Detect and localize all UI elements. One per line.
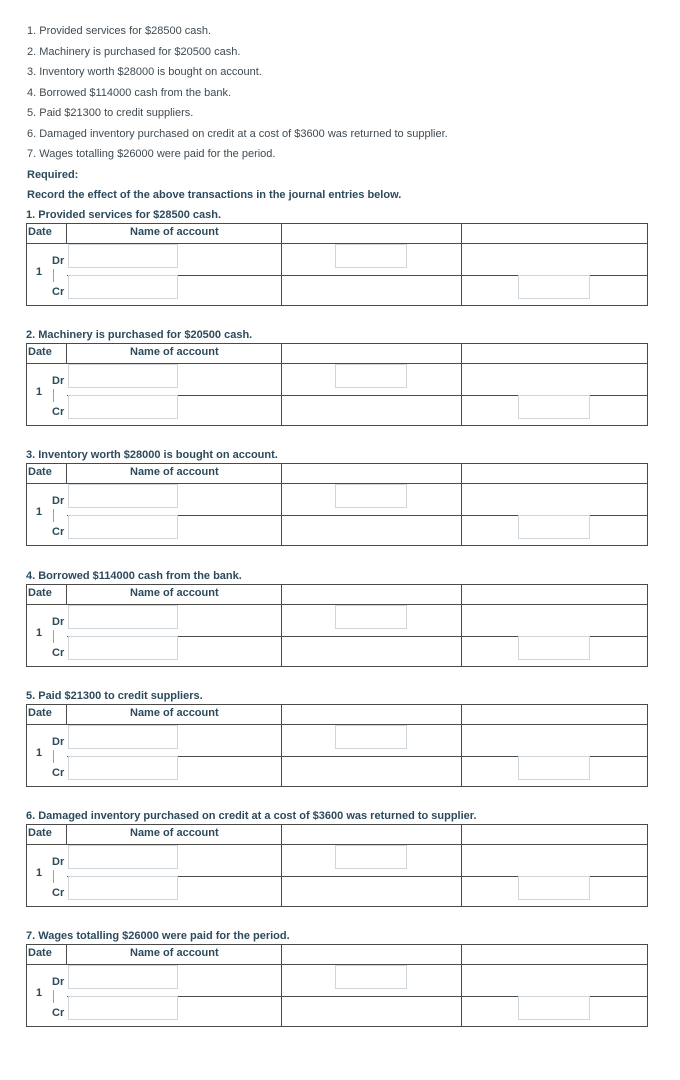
journal-title: 1. Provided services for $28500 cash. — [26, 209, 222, 221]
debit-account-input[interactable] — [68, 845, 178, 869]
entry-number: 1 — [36, 627, 43, 639]
journal-title: 5. Paid $21300 to credit suppliers. — [26, 690, 203, 702]
journal-header-row — [27, 344, 647, 364]
credit-label: Cr — [52, 887, 65, 899]
entry-number: 1 — [36, 266, 43, 278]
debit-amount-input[interactable] — [335, 725, 407, 749]
column-divider — [461, 825, 462, 906]
entry-number: 1 — [36, 867, 43, 879]
credit-account-input[interactable] — [68, 275, 178, 299]
credit-amount-input[interactable] — [518, 636, 590, 660]
instruction-text: Record the effect of the above transactions in the journal entries below. — [27, 189, 402, 201]
journal-header-row — [27, 705, 647, 725]
date-header: Date — [28, 226, 52, 238]
debit-account-input[interactable] — [68, 484, 178, 508]
credit-account-input[interactable] — [68, 756, 178, 780]
journal-title: 2. Machinery is purchased for $20500 cash. — [26, 329, 253, 341]
column-divider — [281, 224, 282, 305]
entry-number: 1 — [36, 987, 43, 999]
column-divider — [461, 945, 462, 1026]
journal-header-row — [27, 945, 647, 965]
account-name-header: Name of account — [130, 466, 219, 478]
account-name-header: Name of account — [130, 947, 219, 959]
credit-label: Cr — [52, 286, 65, 298]
debit-label: Dr — [52, 736, 65, 748]
debit-account-input[interactable] — [68, 244, 178, 268]
credit-account-input[interactable] — [68, 996, 178, 1020]
date-header: Date — [28, 346, 52, 358]
transaction-item: 1. Provided services for $28500 cash. — [27, 25, 212, 37]
credit-label: Cr — [52, 406, 65, 418]
transaction-item: 4. Borrowed $114000 cash from the bank. — [27, 86, 232, 99]
journal-title: 3. Inventory worth $28000 is bought on account. — [26, 449, 278, 461]
account-name-header: Name of account — [130, 346, 219, 358]
journal-header-row — [27, 464, 647, 484]
debit-account-input[interactable] — [68, 605, 178, 629]
debit-label: Dr — [52, 255, 65, 267]
column-divider — [281, 705, 282, 786]
column-divider — [461, 344, 462, 425]
column-divider — [461, 224, 462, 305]
debit-account-input[interactable] — [68, 725, 178, 749]
column-divider — [281, 464, 282, 545]
journal-table — [26, 704, 648, 787]
credit-amount-input[interactable] — [518, 756, 590, 780]
journal-title: 7. Wages totalling $26000 were paid for the period. — [26, 930, 290, 942]
debit-account-input[interactable] — [68, 965, 178, 989]
debit-amount-input[interactable] — [335, 244, 407, 268]
transaction-list — [27, 24, 667, 209]
transaction-item: 7. Wages totalling $26000 were paid for the period. — [27, 148, 276, 160]
column-divider — [66, 825, 67, 844]
journal-title: 6. Damaged inventory purchased on credit at a cost of $3600 was returned to supplier. — [26, 810, 477, 822]
credit-label: Cr — [52, 526, 65, 538]
journal-table — [26, 944, 648, 1027]
journal-header-row — [27, 224, 647, 244]
journal-table — [26, 584, 648, 667]
account-name-header: Name of account — [130, 226, 219, 238]
debit-account-input[interactable] — [68, 364, 178, 388]
account-name-header: Name of account — [130, 827, 219, 839]
debit-amount-input[interactable] — [335, 965, 407, 989]
transaction-item: 6. Damaged inventory purchased on credit at a cost of $3600 was returned to supplier. — [27, 127, 448, 140]
credit-amount-input[interactable] — [518, 996, 590, 1020]
journal-table — [26, 223, 648, 306]
column-divider — [281, 344, 282, 425]
transaction-item: 5. Paid $21300 to credit suppliers. — [27, 107, 194, 119]
column-divider — [281, 825, 282, 906]
column-divider — [66, 945, 67, 964]
debit-amount-input[interactable] — [335, 605, 407, 629]
debit-label: Dr — [52, 375, 65, 387]
credit-amount-input[interactable] — [518, 395, 590, 419]
journal-table — [26, 463, 648, 546]
debit-amount-input[interactable] — [335, 484, 407, 508]
credit-account-input[interactable] — [68, 395, 178, 419]
column-divider — [66, 224, 67, 243]
debit-label: Dr — [52, 616, 65, 628]
column-divider — [66, 585, 67, 604]
credit-amount-input[interactable] — [518, 876, 590, 900]
transaction-item: 3. Inventory worth $28000 is bought on account. — [27, 66, 262, 78]
account-name-header: Name of account — [130, 707, 219, 719]
journal-header-row — [27, 825, 647, 845]
entry-number: 1 — [36, 386, 43, 398]
account-name-header: Name of account — [130, 587, 219, 599]
credit-label: Cr — [52, 1007, 65, 1019]
debit-label: Dr — [52, 495, 65, 507]
entry-number: 1 — [36, 506, 43, 518]
date-header: Date — [28, 827, 52, 839]
required-heading: Required: — [27, 168, 79, 181]
column-divider — [66, 464, 67, 483]
journal-table — [26, 824, 648, 907]
column-divider — [461, 705, 462, 786]
journal-header-row — [27, 585, 647, 605]
column-divider — [461, 585, 462, 666]
credit-amount-input[interactable] — [518, 515, 590, 539]
debit-amount-input[interactable] — [335, 364, 407, 388]
journal-title: 4. Borrowed $114000 cash from the bank. — [26, 570, 242, 582]
credit-account-input[interactable] — [68, 636, 178, 660]
entry-number: 1 — [36, 747, 43, 759]
credit-account-input[interactable] — [68, 876, 178, 900]
column-divider — [281, 585, 282, 666]
credit-label: Cr — [52, 647, 65, 659]
debit-label: Dr — [52, 976, 65, 988]
debit-label: Dr — [52, 856, 65, 868]
debit-amount-input[interactable] — [335, 845, 407, 869]
column-divider — [66, 705, 67, 724]
column-divider — [66, 344, 67, 363]
transaction-item: 2. Machinery is purchased for $20500 cash. — [27, 45, 241, 58]
credit-amount-input[interactable] — [518, 275, 590, 299]
date-header: Date — [28, 947, 52, 959]
credit-label: Cr — [52, 767, 65, 779]
date-header: Date — [28, 466, 52, 478]
date-header: Date — [28, 587, 52, 599]
column-divider — [281, 945, 282, 1026]
column-divider — [461, 464, 462, 545]
credit-account-input[interactable] — [68, 515, 178, 539]
date-header: Date — [28, 707, 52, 719]
journal-table — [26, 343, 648, 426]
